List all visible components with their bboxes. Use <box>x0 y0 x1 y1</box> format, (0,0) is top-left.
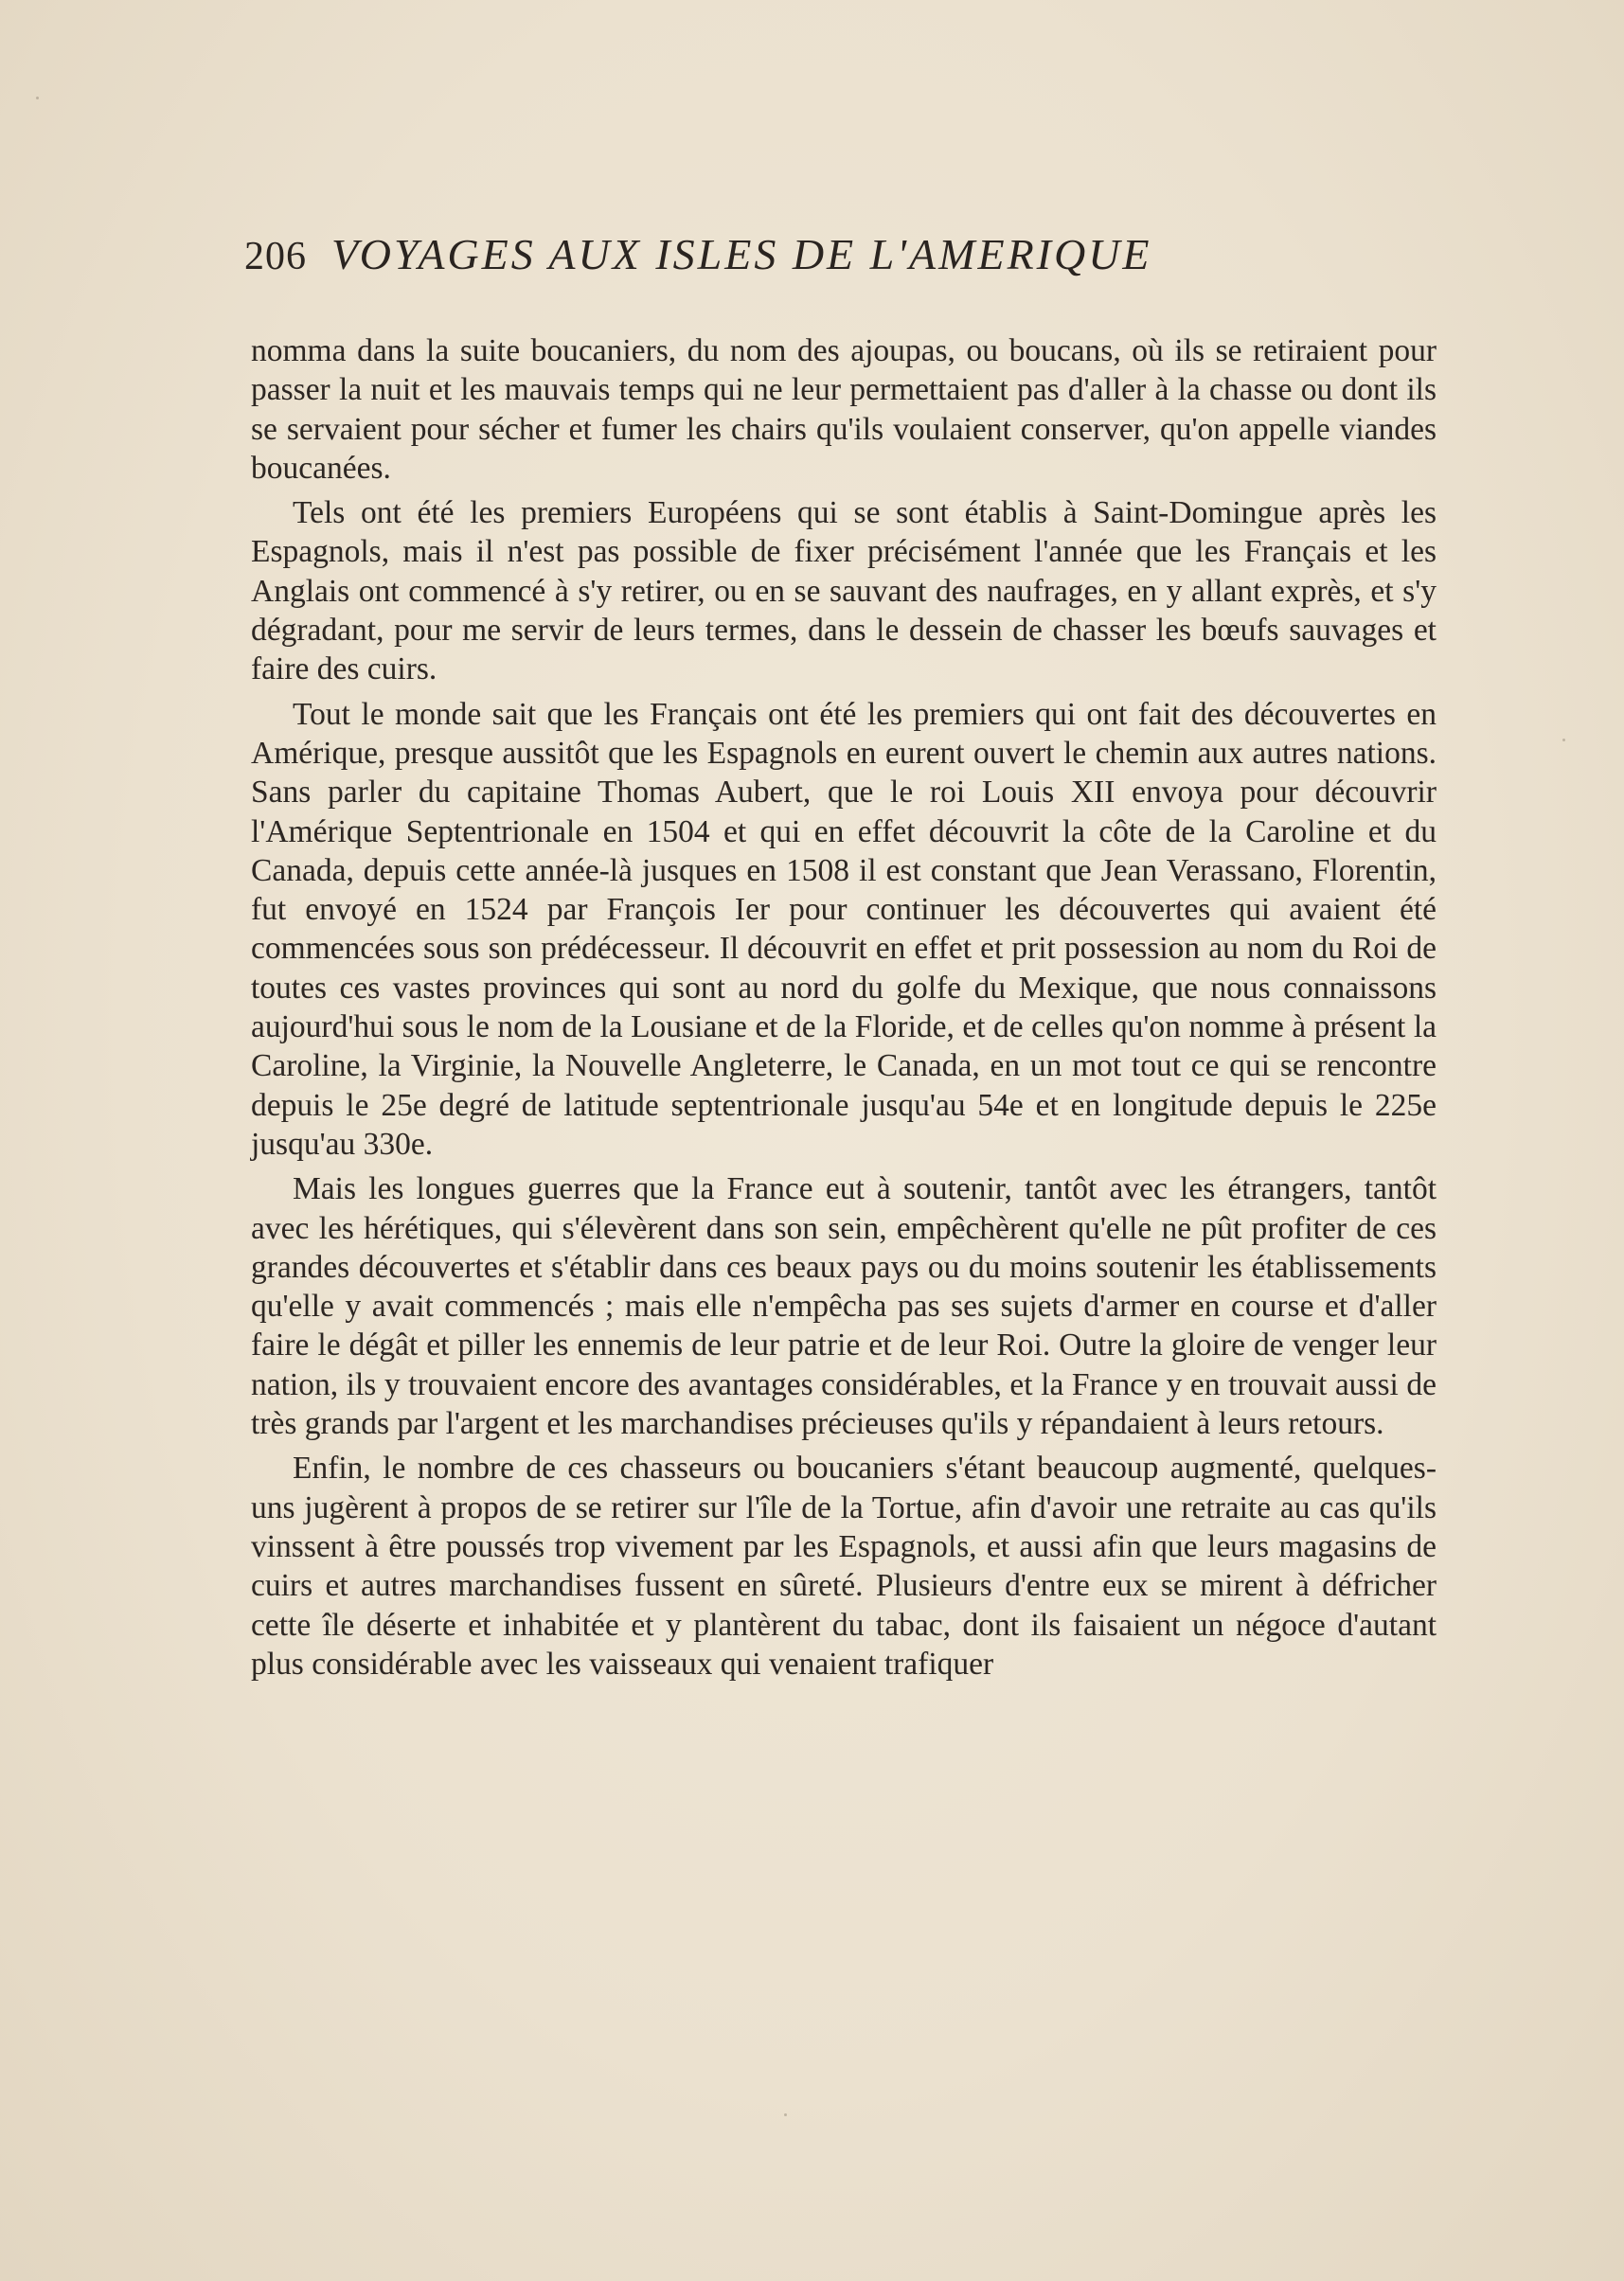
page-header <box>244 229 1447 295</box>
paper-speck <box>784 2113 787 2116</box>
paragraph-5: Enfin, le nombre de ces chasseurs ou boucaniers s'étant beaucoup augmenté, quelques-uns jugèrent à propos de se retirer sur l'île de la Tortue, afin d'avoir une retraite au cas qu'ils vinssent à être poussés trop vivement par les Espagnols, et aussi afin que leurs magasins de cuirs et autres marchandises fussent en sûreté. Plusieurs d'entre eux se mirent à défricher cette île déserte et inhabitée et y plantèrent du tabac, dont ils faisaient un négoce d'autant plus considérable avec les vaisseaux qui venaient trafiquer <box>251 1451 1437 1682</box>
paragraph-1: nomma dans la suite boucaniers, du nom des ajoupas, ou boucans, où ils se retiraient pour passer la nuit et les mauvais temps qui ne leur permettaient pas d'aller à la chasse ou dont ils se servaient pour sécher et fumer les chairs qu'ils voulaient conserver, qu'on appelle viandes boucanées. <box>251 333 1437 486</box>
body-text <box>251 331 1437 1689</box>
paper-speck <box>1562 739 1565 741</box>
paper-speck <box>36 97 39 99</box>
running-title: VOYAGES AUX ISLES DE L'AMERIQUE <box>331 230 1152 278</box>
paragraph-3: Tout le monde sait que les Français ont été les premiers qui ont fait des découvertes en Amérique, presque aussitôt que les Espagnols en eurent ouvert le chemin aux autres nations. Sans parler du capitaine Thomas Aubert, que le roi Louis XII envoya pour découvrir l'Amérique Septentrionale en 1504 et qui en effet découvrit la côte de la Caroline et du Canada, depuis cette année-là jusques en 1508 il est constant que Jean Verassano, Florentin, fut envoyé en 1524 par François Ier pour continuer les découvertes qui avaient été commencées sous son prédécesseur. Il découvrit en effet et prit possession au nom du Roi de toutes ces vastes provinces qui sont au nord du golfe du Mexique, que nous connaissons aujourd'hui sous le nom de la Lousiane et de la Floride, et de celles qu'on nomme à présent la Caroline, la Virginie, la Nouvelle Angleterre, le Canada, en un mot tout ce qui se rencontre depuis le 25e degré de latitude septentrionale jusqu'au 54e et en longitude depuis le 225e jusqu'au 330e. <box>251 696 1437 1162</box>
page-number: 206 <box>244 235 307 278</box>
paragraph-2: Tels ont été les premiers Européens qui se sont établis à Saint-Domingue après les Espagnols, mais il n'est pas possible de fixer précisément l'année que les Français et les Anglais ont commencé à s'y retirer, ou en se sauvant des naufrages, en y allant exprès, et s'y dégradant, pour me servir de leurs termes, dans le dessein de chasser les bœufs sauvages et faire des cuirs. <box>251 495 1437 687</box>
paragraph-4: Mais les longues guerres que la France eut à soutenir, tantôt avec les étrangers, tantôt avec les hérétiques, qui s'élevèrent dans son sein, empêchèrent qu'elle ne pût profiter de ces grandes découvertes et s'établir dans ces beaux pays ou du moins soutenir les établissements qu'elle y avait commencés ; mais elle n'empêcha pas ses sujets d'armer en course et d'aller faire le dégât et piller les ennemis de leur patrie et de leur Roi. Outre la gloire de venger leur nation, ils y trouvaient encore des avantages considérables, et la France y en trouvait aussi de très grands par l'argent et les marchandises précieuses qu'ils y répandaient à leurs retours. <box>251 1171 1437 1442</box>
